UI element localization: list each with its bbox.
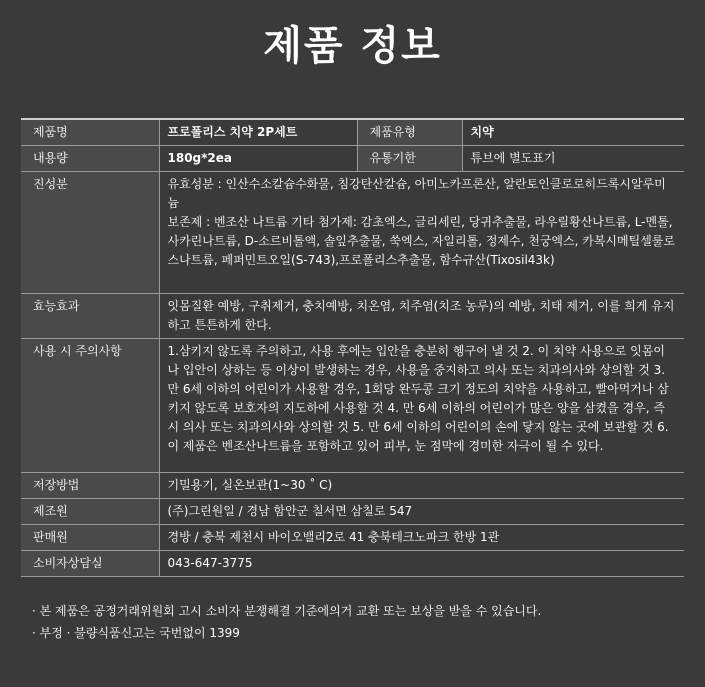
table-row: [21, 551, 684, 577]
capacity-label: 내용량: [21, 146, 159, 172]
notice-exchange: · 본 제품은 공정거래위원회 고시 소비자 분쟁해결 기준에의거 교환 또는 보상을 받을 수 있습니다.: [32, 604, 542, 618]
efficacy-label: 효능효과: [21, 294, 159, 339]
table-row: [21, 339, 684, 473]
storage-label: 저장방법: [21, 473, 159, 499]
active-ingredients: 유효성분 : 인산수소칼슘수화물, 침강탄산칼슘, 아미노카프론산, 알란토인클로로히드록시알루미늄: [167, 177, 666, 210]
product-type-label: 제품유형: [357, 119, 462, 146]
product-name-label: 제품명: [21, 119, 159, 146]
seller-value: 경방 / 충북 제천시 바이오밸리2로 41 충북테크노파크 한방 1관: [159, 525, 684, 551]
table-row: [21, 146, 684, 172]
page-title: 제품 정보: [263, 23, 442, 69]
expiry-value: 튜브에 별도표기: [462, 146, 684, 172]
manufacturer-label: 제조원: [21, 499, 159, 525]
product-name-value: 프로폴리스 치약 2P세트: [159, 119, 357, 146]
seller-label: 판매원: [21, 525, 159, 551]
table-row: [21, 499, 684, 525]
notice-report: · 부정 · 불량식품신고는 국번없이 1399: [32, 626, 240, 640]
ingredients-value: [159, 172, 684, 294]
efficacy-value: 잇몸질환 예방, 구취제거, 충치예방, 치온염, 치주염(치조 농루)의 예방, 치태 제거, 이를 희게 유지하고 튼튼하게 한다.: [159, 294, 684, 339]
storage-value: 기밀용기, 실온보관(1~30 ˚ C): [159, 473, 684, 499]
product-info-table: [21, 118, 684, 577]
product-type-value: 치약: [462, 119, 684, 146]
caution-label: 사용 시 주의사항: [21, 339, 159, 473]
ingredients-label: 진성분: [21, 172, 159, 294]
expiry-label: 유통기한: [357, 146, 462, 172]
preservatives: 보존제 : 벤조산 나트륨 기타 첨가제: 감초엑스, 글리세린, 당귀추출물, 라우릴황산나트륨, L-멘톨,사카린나트륨, D-소르비톨액, 솔잎추출물, 쑥엑스, 자일리톨, 정제수, 천궁엑스, 카복시메틸셀룰로스나트륨, 페퍼민트오일(S-743),프로폴리스추출물, 함수규산(Tixosil43k): [167, 215, 675, 267]
manufacturer-value: (주)그린원일 / 경남 함안군 칠서면 삼칠로 547: [159, 499, 684, 525]
consult-value: 043-647-3775: [159, 551, 684, 577]
table-row: [21, 473, 684, 499]
consult-label: 소비자상담실: [21, 551, 159, 577]
table-row: [21, 119, 684, 146]
capacity-value: 180g*2ea: [159, 146, 357, 172]
table-row: [21, 172, 684, 294]
table-row: [21, 294, 684, 339]
notice-section: [32, 600, 682, 644]
table-row: [21, 525, 684, 551]
caution-value: 1.삼키지 않도록 주의하고, 사용 후에는 입안을 충분히 헹구어 낼 것 2. 이 치약 사용으로 잇몸이나 입안이 상하는 등 이상이 발생하는 경우, 사용을 중지하고 의사 또는 치과의사와 상의할 것 3. 만 6세 이하의 어린이가 사용할 경우, 1회당 완두콩 크기 정도의 치약을 사용하고, 빨아먹거나 삼키지 않도록 보호자의 지도하에 사용할 것 4. 만 6세 이하의 어린이가 많은 양을 삼켰을 경우, 즉시 의사 또는 치과의사와 상의할 것 5. 만 6세 이하의 어린이의 손에 닿지 않는 곳에 보관할 것 6. 이 제품은 벤조산나트륨을 포함하고 있어 피부, 눈 점막에 경미한 자극이 될 수 있다.: [159, 339, 684, 473]
